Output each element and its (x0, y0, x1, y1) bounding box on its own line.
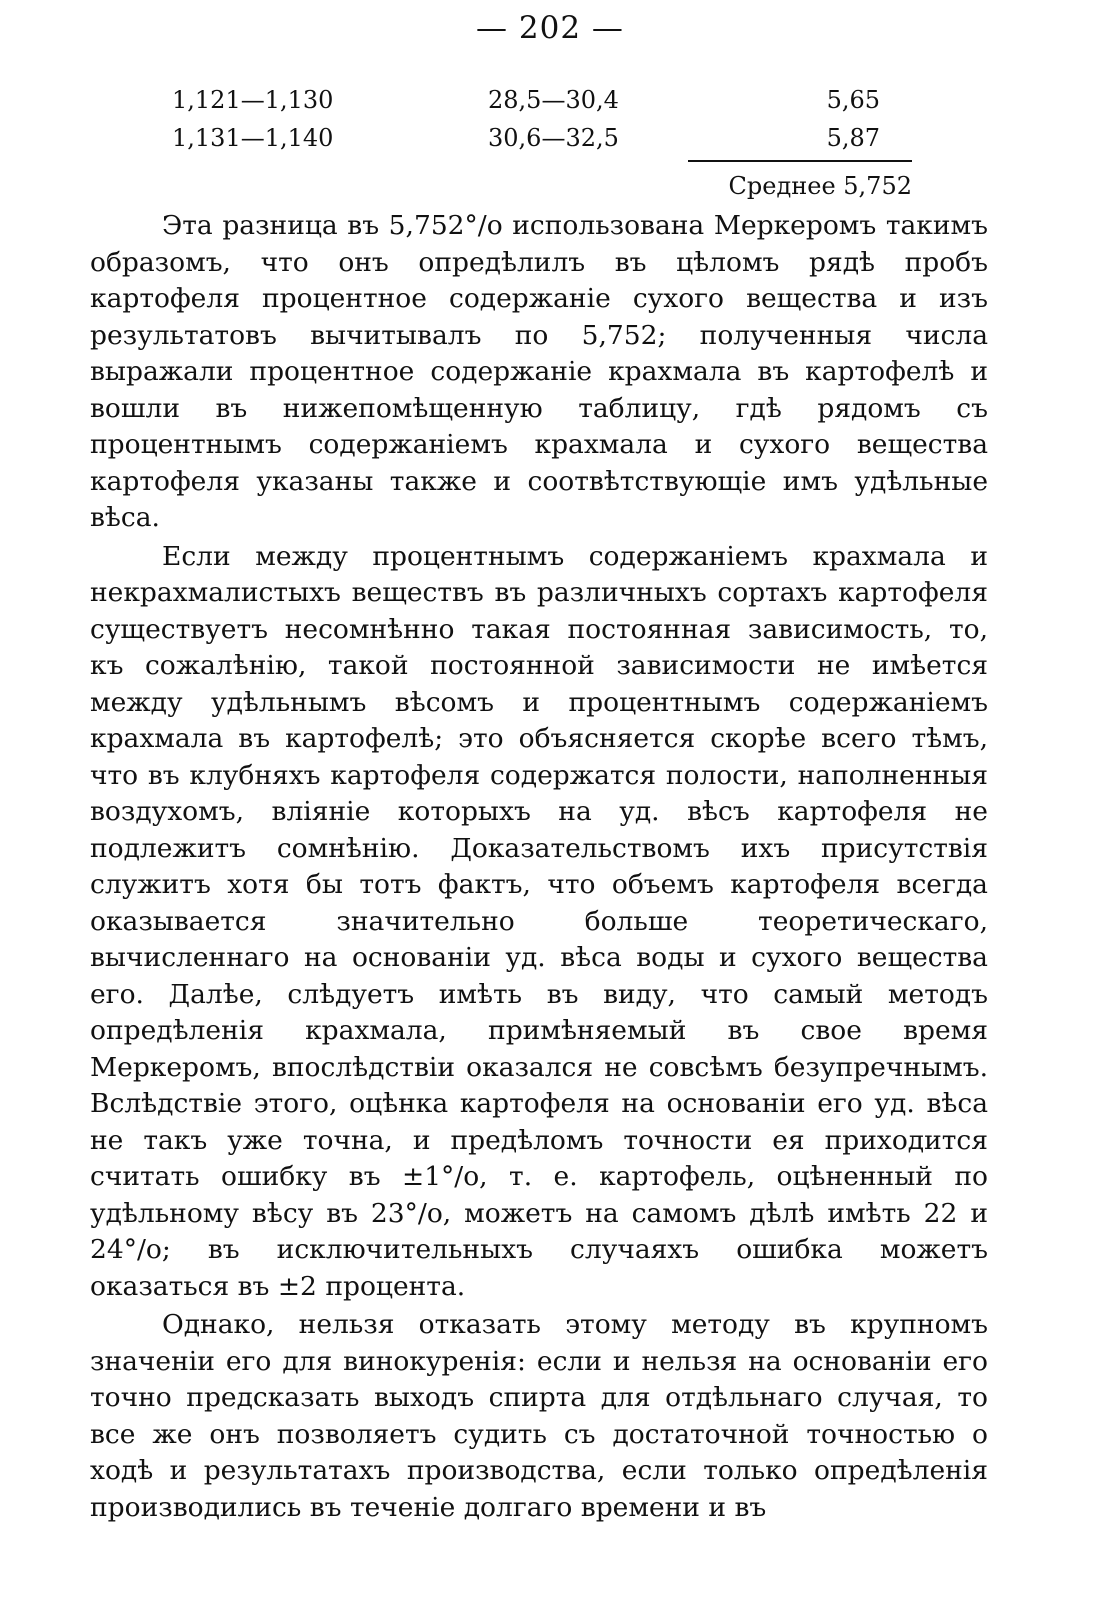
table-row (0, 124, 1100, 162)
cell-specific-gravity: 1,121—1,130 (172, 86, 334, 114)
paragraph-3: Однако, нельзя отказать этому методу въ крупномъ значеніи его для винокуренія: если и нельзя на основаніи его точно предсказать выходъ спирта для отдѣльнаго случая, то все же онъ позволяетъ судить съ достаточной точностью о ходѣ и результатахъ производства, если только опредѣленія производились въ теченіе долгаго времени и въ (90, 1309, 988, 1523)
table-row (0, 86, 1100, 124)
sum-rule-line (688, 160, 912, 162)
paragraph-2: Если между процентнымъ содержаніемъ крахмала и некрахмалистыхъ веществъ въ различныхъ сортахъ картофеля существуетъ несомнѣнно такая постоянная зависимость, то, къ сожалѣнію, такой постоянной зависимости не имѣется между удѣльнымъ вѣсомъ и процентнымъ содержаніемъ крахмала въ картофелѣ; это объясняется скорѣе всего тѣмъ, что въ клубняхъ картофеля содержатся полости, наполненныя воздухомъ, вліяніе которыхъ на уд. вѣсъ картофеля не подлежитъ сомнѣнію. Доказательствомъ ихъ присутствія служитъ хотя бы тотъ фактъ, что объемъ картофеля всегда оказывается значительно больше теоретическаго, вычисленнаго на основаніи уд. вѣса воды и сухого вещества его. Далѣе, слѣдуетъ имѣть въ виду, что самый методъ опредѣленія крахмала, примѣняемый въ свое время Меркеромъ, впослѣдствіи оказался не совсѣмъ безупречнымъ. Вслѣдствіе этого, оцѣнка картофеля на основаніи его уд. вѣса не такъ уже точна, и предѣломъ точности ея приходится считать ошибку въ ±1°/о, т. е. картофель, оцѣненный по удѣльному вѣсу въ 23°/о, можетъ на самомъ дѣлѣ имѣть 22 и 24°/о; въ исключительныхъ случаяхъ ошибка можетъ оказаться въ ±2 процента. (90, 540, 988, 1302)
page-number: — 202 — (476, 10, 624, 46)
cell-difference: 5,65 (826, 86, 880, 114)
body-text (90, 208, 988, 1526)
cell-dry-matter: 30,6—32,5 (488, 124, 619, 152)
cell-difference: 5,87 (826, 124, 880, 152)
cell-specific-gravity: 1,131—1,140 (172, 124, 334, 152)
data-table (0, 86, 1100, 200)
paragraph-1: Эта разница въ 5,752°/о использована Меркеромъ такимъ образомъ, что онъ опредѣлилъ въ цѣломъ рядѣ пробъ картофеля процентное содержаніе сухого вещества и изъ результатовъ вычитывалъ по 5,752; полученныя числа выражали процентное содержаніе крахмала въ картофелѣ и вошли въ нижепомѣщенную таблицу, гдѣ рядомъ съ процентнымъ содержаніемъ крахмала и сухого вещества картофеля указаны также и соотвѣтствующіе имъ удѣльные вѣса. (90, 210, 988, 533)
cell-dry-matter: 28,5—30,4 (488, 86, 619, 114)
average-value: Среднее 5,752 (728, 172, 912, 200)
